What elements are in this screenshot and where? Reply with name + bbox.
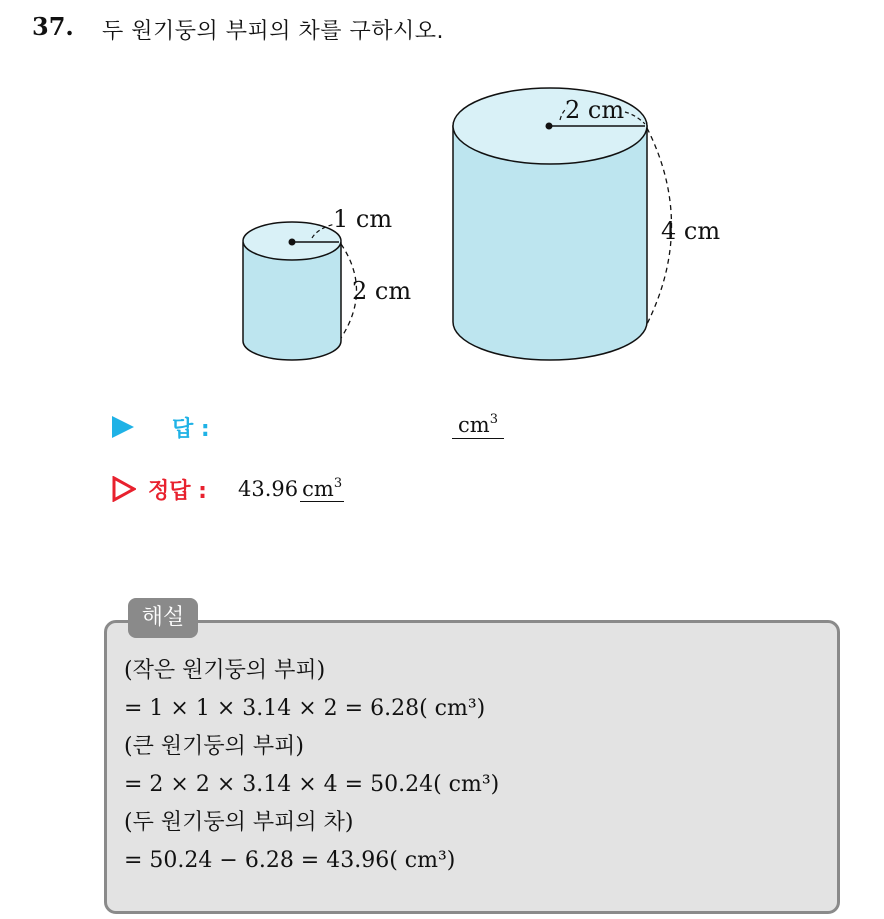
answer-arrow-icon [112, 416, 134, 438]
explanation-line: (큰 원기둥의 부피) [124, 734, 304, 759]
answer-blank[interactable] [452, 412, 504, 439]
correct-unit-wrap [300, 477, 344, 502]
cylinders-figure [0, 0, 884, 400]
explanation-line: = 1 × 1 × 3.14 × 2 = 6.28( cm³) [124, 696, 486, 721]
large-height-label: 4 cm [661, 217, 721, 245]
explanation-lines [124, 652, 499, 880]
small-radius-label: 1 cm [333, 205, 393, 233]
question-text: 두 원기둥의 부피의 차를 구하시오. [102, 19, 444, 44]
correct-value: 43.96 [238, 477, 299, 501]
answer-row [112, 410, 532, 444]
answer-unit-exp: 3 [489, 412, 498, 427]
small-height-label: 2 cm [352, 277, 412, 305]
correct-arrow-icon [112, 476, 136, 502]
explanation-line: (두 원기둥의 부피의 차) [124, 810, 354, 835]
explanation-line: = 50.24 − 6.28 = 43.96( cm³) [124, 848, 456, 873]
correct-value-wrap [238, 476, 344, 502]
correct-label: 정답 : [148, 479, 207, 504]
question-number: 37. [32, 12, 74, 41]
large-radius-label: 2 cm [565, 96, 625, 124]
answer-unit: cm [458, 413, 490, 437]
small-cylinder [243, 205, 411, 360]
correct-unit-exp: 3 [333, 476, 343, 491]
large-cylinder [453, 88, 720, 360]
answer-label: 답 : [172, 417, 210, 442]
explanation-tab: 해설 [128, 598, 198, 638]
explanation-line: (작은 원기둥의 부피) [124, 658, 326, 683]
correct-answer-row [112, 472, 512, 506]
correct-unit: cm [302, 477, 334, 501]
explanation-line: = 2 × 2 × 3.14 × 4 = 50.24( cm³) [124, 772, 500, 797]
